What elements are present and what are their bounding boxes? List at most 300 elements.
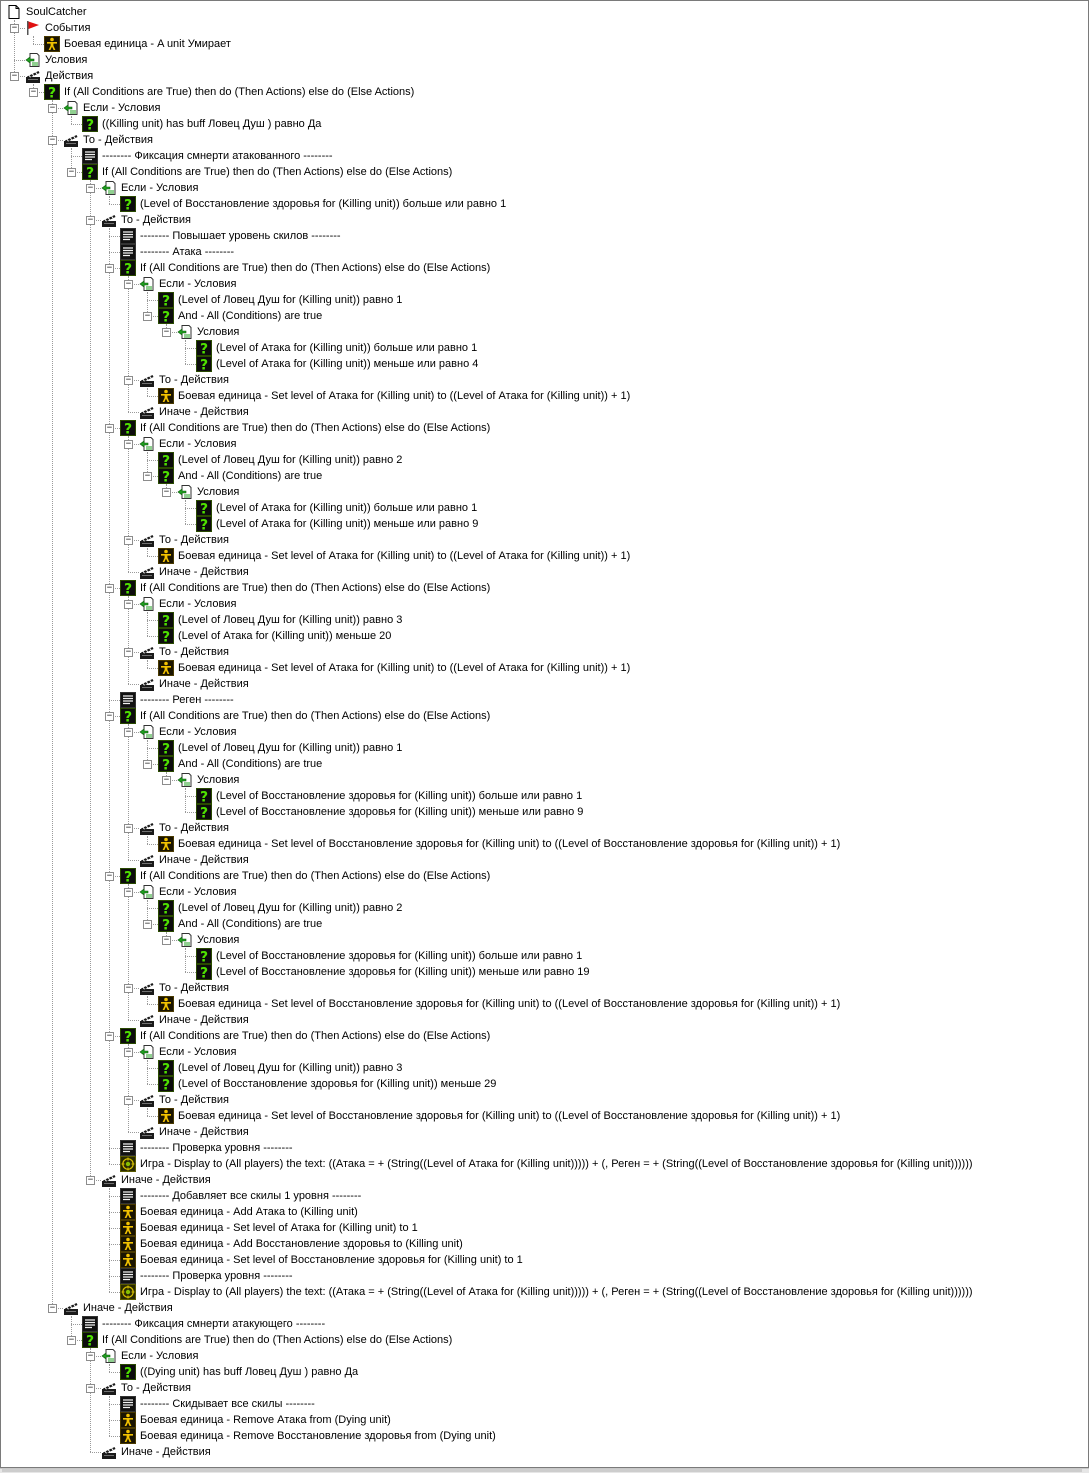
tree-node[interactable] bbox=[1, 1044, 1086, 1060]
tree-node[interactable] bbox=[1, 964, 1086, 980]
question-icon bbox=[158, 308, 174, 324]
tree-node[interactable] bbox=[1, 676, 1086, 692]
tree-node[interactable] bbox=[1, 884, 1086, 900]
collapse-toggle[interactable]: − bbox=[11, 23, 18, 33]
tree-node-label[interactable]: And - All (Conditions) are true bbox=[178, 310, 323, 322]
tree-node[interactable] bbox=[1, 932, 1086, 948]
tree-node[interactable] bbox=[1, 516, 1086, 532]
tree-node-label[interactable]: -------- Проверка уровня -------- bbox=[140, 1270, 293, 1282]
tree-node[interactable] bbox=[1, 580, 1086, 596]
unit-icon bbox=[158, 548, 174, 564]
unit-icon bbox=[158, 388, 174, 404]
collapse-toggle[interactable]: − bbox=[125, 439, 132, 449]
tree-node[interactable] bbox=[1, 180, 1086, 196]
tree-node-label[interactable]: And - All (Conditions) are true bbox=[178, 758, 323, 770]
tree-node-label[interactable]: (Level of Восстановление здоровья for (Killing unit)) больше или равно 1 bbox=[216, 950, 583, 962]
tree-node-label[interactable]: (Level of Ловец Душ for (Killing unit)) равно 3 bbox=[178, 614, 403, 626]
question-icon bbox=[120, 1028, 136, 1044]
tree-node[interactable] bbox=[1, 52, 1086, 68]
tree-node-label[interactable]: Если - Условия bbox=[159, 438, 237, 450]
comment-icon bbox=[120, 692, 136, 708]
collapse-toggle[interactable]: − bbox=[106, 1031, 113, 1041]
collapse-toggle[interactable]: − bbox=[125, 535, 132, 545]
tree-node[interactable] bbox=[1, 996, 1086, 1012]
tree-node[interactable] bbox=[1, 164, 1086, 180]
collapse-toggle[interactable]: − bbox=[163, 935, 170, 945]
tree-node[interactable] bbox=[1, 692, 1086, 708]
tree-node-label[interactable]: SoulCatcher bbox=[26, 6, 87, 18]
tree-node-label[interactable]: Если - Условия bbox=[121, 1350, 199, 1362]
collapse-toggle[interactable]: − bbox=[49, 135, 56, 145]
tree-node-label[interactable]: То - Действия bbox=[159, 1094, 229, 1106]
tree-node-label[interactable]: Боевая единица - Set level of Восстановление здоровья for (Killing unit) to ((Level of Восстановление здоровья for (Killing unit)) + 1) bbox=[178, 1110, 841, 1122]
tree-node[interactable] bbox=[1, 500, 1086, 516]
question-icon bbox=[196, 948, 212, 964]
tree-node[interactable] bbox=[1, 420, 1086, 436]
collapse-toggle[interactable]: − bbox=[106, 583, 113, 593]
tree-node-label[interactable]: То - Действия bbox=[159, 982, 229, 994]
collapse-toggle[interactable]: − bbox=[106, 871, 113, 881]
tree-node[interactable] bbox=[1, 356, 1086, 372]
action-icon bbox=[139, 1092, 155, 1108]
tree-node[interactable] bbox=[1, 212, 1086, 228]
question-icon bbox=[158, 1076, 174, 1092]
collapse-toggle[interactable]: − bbox=[106, 711, 113, 721]
tree-node-label[interactable]: Иначе - Действия bbox=[159, 1014, 249, 1026]
tree-node[interactable] bbox=[1, 84, 1086, 100]
tree-node[interactable] bbox=[1, 1188, 1086, 1204]
tree-node-label[interactable]: Иначе - Действия bbox=[159, 406, 249, 418]
collapse-toggle[interactable]: − bbox=[163, 327, 170, 337]
unit-icon bbox=[158, 660, 174, 676]
tree-node[interactable] bbox=[1, 36, 1086, 52]
tree-node-label[interactable]: Иначе - Действия bbox=[121, 1446, 211, 1458]
tree-node-label[interactable]: Боевая единица - Set level of Восстановление здоровья for (Killing unit) to 1 bbox=[140, 1254, 523, 1266]
tree-node[interactable] bbox=[1, 1220, 1086, 1236]
action-icon bbox=[63, 1300, 79, 1316]
collapse-toggle[interactable]: − bbox=[125, 279, 132, 289]
tree-node[interactable] bbox=[1, 548, 1086, 564]
tree-node[interactable] bbox=[1, 708, 1086, 724]
collapse-toggle[interactable]: − bbox=[106, 423, 113, 433]
collapse-toggle[interactable]: − bbox=[144, 759, 151, 769]
tree-node-label[interactable]: Если - Условия bbox=[121, 182, 199, 194]
action-icon bbox=[139, 532, 155, 548]
tree-node-label[interactable]: -------- Фиксация смнерти атакующего -------- bbox=[102, 1318, 326, 1330]
unit-icon bbox=[44, 36, 60, 52]
tree-node-label[interactable]: Боевая единица - A unit Умирает bbox=[64, 38, 231, 50]
tree-node[interactable] bbox=[1, 868, 1086, 884]
tree-node[interactable] bbox=[1, 852, 1086, 868]
collapse-toggle[interactable]: − bbox=[125, 727, 132, 737]
tree-node-label[interactable]: Если - Условия bbox=[159, 1046, 237, 1058]
question-icon bbox=[82, 116, 98, 132]
action-icon bbox=[101, 1380, 117, 1396]
question-icon bbox=[82, 164, 98, 180]
tree-node-label[interactable]: (Level of Атака for (Killing unit)) больше или равно 1 bbox=[216, 342, 478, 354]
collapse-toggle[interactable]: − bbox=[144, 311, 151, 321]
tree-node[interactable] bbox=[1, 1412, 1086, 1428]
condition-icon bbox=[139, 884, 155, 900]
tree-node[interactable] bbox=[1, 436, 1086, 452]
collapse-toggle[interactable]: − bbox=[125, 887, 132, 897]
tree-node[interactable] bbox=[1, 740, 1086, 756]
tree-node-label[interactable]: Боевая единица - Add Атака to (Killing unit) bbox=[140, 1206, 358, 1218]
tree-node-label[interactable]: (Level of Атака for (Killing unit)) меньше 20 bbox=[178, 630, 392, 642]
tree-node-label[interactable]: Условия bbox=[197, 934, 240, 946]
tree-node[interactable] bbox=[1, 404, 1086, 420]
condition-icon bbox=[101, 1348, 117, 1364]
question-icon bbox=[158, 756, 174, 772]
tree-node[interactable] bbox=[1, 804, 1086, 820]
tree-node-label[interactable]: Иначе - Действия bbox=[121, 1174, 211, 1186]
question-icon bbox=[120, 708, 136, 724]
action-icon bbox=[139, 1124, 155, 1140]
collapse-toggle[interactable]: − bbox=[163, 487, 170, 497]
question-icon bbox=[196, 804, 212, 820]
tree-node[interactable] bbox=[1, 980, 1086, 996]
tree-node-label[interactable]: То - Действия bbox=[159, 646, 229, 658]
unit-icon bbox=[158, 836, 174, 852]
tree-node[interactable] bbox=[1, 1444, 1086, 1460]
condition-icon bbox=[63, 100, 79, 116]
tree-node-label[interactable]: (Level of Восстановление здоровья for (Killing unit)) меньше или равно 19 bbox=[216, 966, 590, 978]
collapse-toggle[interactable]: − bbox=[11, 71, 18, 81]
tree-node[interactable] bbox=[1, 228, 1086, 244]
collapse-toggle[interactable]: − bbox=[87, 1383, 94, 1393]
tree-node-label[interactable]: Условия bbox=[197, 486, 240, 498]
tree-node[interactable] bbox=[1, 628, 1086, 644]
question-icon bbox=[158, 628, 174, 644]
tree-node[interactable] bbox=[1, 948, 1086, 964]
tree-node-label[interactable]: События bbox=[45, 22, 91, 34]
tree-node[interactable] bbox=[1, 1060, 1086, 1076]
condition-icon bbox=[139, 596, 155, 612]
action-icon bbox=[139, 404, 155, 420]
tree-node[interactable] bbox=[1, 1396, 1086, 1412]
tree-node[interactable] bbox=[1, 644, 1086, 660]
tree-node-label[interactable]: Боевая единица - Add Восстановление здоровья to (Killing unit) bbox=[140, 1238, 463, 1250]
action-icon bbox=[139, 1012, 155, 1028]
comment-icon bbox=[120, 1396, 136, 1412]
unit-icon bbox=[120, 1412, 136, 1428]
tree-node-label[interactable]: If (All Conditions are True) then do (Then Actions) else do (Else Actions) bbox=[102, 166, 453, 178]
tree-node[interactable] bbox=[1, 68, 1086, 84]
tree-node[interactable] bbox=[1, 116, 1086, 132]
collapse-toggle[interactable]: − bbox=[87, 1351, 94, 1361]
tree-node-label[interactable]: То - Действия bbox=[159, 374, 229, 386]
tree-node-label[interactable]: Боевая единица - Set level of Атака for (Killing unit) to ((Level of Атака for (Killing unit)) + 1) bbox=[178, 390, 631, 402]
collapse-toggle[interactable]: − bbox=[125, 983, 132, 993]
tree-node[interactable] bbox=[1, 484, 1086, 500]
collapse-toggle[interactable]: − bbox=[125, 823, 132, 833]
tree-node-label[interactable]: -------- Атака -------- bbox=[140, 246, 235, 258]
tree-node-label[interactable]: If (All Conditions are True) then do (Then Actions) else do (Else Actions) bbox=[140, 582, 491, 594]
tree-node[interactable] bbox=[1, 1108, 1086, 1124]
unit-icon bbox=[120, 1204, 136, 1220]
tree-node[interactable] bbox=[1, 788, 1086, 804]
tree-node[interactable] bbox=[1, 1252, 1086, 1268]
tree-node-label[interactable]: Если - Условия bbox=[159, 598, 237, 610]
unit-icon bbox=[120, 1236, 136, 1252]
comment-icon bbox=[82, 148, 98, 164]
question-icon bbox=[158, 468, 174, 484]
tree-node[interactable] bbox=[1, 1092, 1086, 1108]
tree-node-label[interactable]: (Level of Восстановление здоровья for (Killing unit)) меньше 29 bbox=[178, 1078, 497, 1090]
collapse-toggle[interactable]: − bbox=[163, 775, 170, 785]
tree-node-label[interactable]: Боевая единица - Set level of Атака for (Killing unit) to ((Level of Атака for (Killing unit)) + 1) bbox=[178, 662, 631, 674]
question-icon bbox=[120, 196, 136, 212]
tree-node[interactable] bbox=[1, 756, 1086, 772]
action-icon bbox=[139, 676, 155, 692]
tree-node-label[interactable]: (Level of Ловец Душ for (Killing unit)) равно 2 bbox=[178, 902, 403, 914]
question-icon bbox=[44, 84, 60, 100]
tree-node-label[interactable]: То - Действия bbox=[83, 134, 153, 146]
tree-node-label[interactable]: То - Действия bbox=[159, 534, 229, 546]
tree-node[interactable] bbox=[1, 1140, 1086, 1156]
tree-node-label[interactable]: If (All Conditions are True) then do (Then Actions) else do (Else Actions) bbox=[140, 870, 491, 882]
tree-node[interactable] bbox=[1, 372, 1086, 388]
tree-node[interactable] bbox=[1, 1236, 1086, 1252]
tree-node-label[interactable]: Боевая единица - Remove Атака from (Dying unit) bbox=[140, 1414, 391, 1426]
tree-node-label[interactable]: Если - Условия bbox=[159, 886, 237, 898]
tree-node-label[interactable]: Боевая единица - Set level of Восстановление здоровья for (Killing unit) to ((Level of Восстановление здоровья for (Killing unit)) + 1) bbox=[178, 998, 841, 1010]
tree-node[interactable] bbox=[1, 900, 1086, 916]
collapse-toggle[interactable]: − bbox=[125, 647, 132, 657]
tree-node[interactable] bbox=[1, 244, 1086, 260]
tree-node-label[interactable]: -------- Фиксация смнерти атакованного -------- bbox=[102, 150, 333, 162]
tree-node-label[interactable]: Боевая единица - Set level of Атака for (Killing unit) to 1 bbox=[140, 1222, 418, 1234]
tree-node-label[interactable]: If (All Conditions are True) then do (Then Actions) else do (Else Actions) bbox=[140, 1030, 491, 1042]
tree-node-label[interactable]: If (All Conditions are True) then do (Then Actions) else do (Else Actions) bbox=[140, 710, 491, 722]
collapse-toggle[interactable]: − bbox=[68, 1335, 75, 1345]
comment-icon bbox=[82, 1316, 98, 1332]
action-icon bbox=[139, 980, 155, 996]
comment-icon bbox=[120, 244, 136, 260]
tree-node-label[interactable]: Иначе - Действия bbox=[83, 1302, 173, 1314]
tree-node[interactable] bbox=[1, 596, 1086, 612]
condition-icon bbox=[177, 772, 193, 788]
tree-node[interactable] bbox=[1, 148, 1086, 164]
tree-node[interactable] bbox=[1, 292, 1086, 308]
tree-node-label[interactable]: ((Dying unit) has buff Ловец Душ ) равно Да bbox=[140, 1366, 359, 1378]
tree-node[interactable] bbox=[1, 660, 1086, 676]
collapse-toggle[interactable]: − bbox=[49, 1303, 56, 1313]
tree-node[interactable] bbox=[1, 132, 1086, 148]
unit-icon bbox=[158, 996, 174, 1012]
comment-icon bbox=[120, 1188, 136, 1204]
question-icon bbox=[196, 788, 212, 804]
tree-node[interactable] bbox=[1, 100, 1086, 116]
condition-icon bbox=[177, 484, 193, 500]
tree-node-label[interactable]: -------- Добавляет все скилы 1 уровня -------- bbox=[140, 1190, 362, 1202]
condition-icon bbox=[101, 180, 117, 196]
tree-node[interactable] bbox=[1, 1428, 1086, 1444]
tree-node-label[interactable]: And - All (Conditions) are true bbox=[178, 918, 323, 930]
tree-node[interactable] bbox=[1, 1124, 1086, 1140]
tree-node[interactable] bbox=[1, 532, 1086, 548]
action-icon bbox=[63, 132, 79, 148]
tree-node-label[interactable]: Действия bbox=[45, 70, 94, 82]
tree-node-label[interactable]: Условия bbox=[197, 326, 240, 338]
tree-node[interactable] bbox=[1, 916, 1086, 932]
tree-node-label[interactable]: То - Действия bbox=[121, 214, 191, 226]
tree-node[interactable] bbox=[1, 308, 1086, 324]
collapse-toggle[interactable]: − bbox=[144, 471, 151, 481]
tree-node-label[interactable]: If (All Conditions are True) then do (Then Actions) else do (Else Actions) bbox=[64, 86, 415, 98]
tree-node-label[interactable]: Если - Условия bbox=[83, 102, 161, 114]
tree-node-label[interactable]: Иначе - Действия bbox=[159, 678, 249, 690]
tree-node-label[interactable]: -------- Повышает уровень скилов -------- bbox=[140, 230, 341, 242]
tree-node[interactable] bbox=[1, 468, 1086, 484]
tree-node[interactable] bbox=[1, 612, 1086, 628]
collapse-toggle[interactable]: − bbox=[125, 375, 132, 385]
unit-icon bbox=[120, 1252, 136, 1268]
tree-node-label[interactable]: And - All (Conditions) are true bbox=[178, 470, 323, 482]
condition-icon bbox=[177, 324, 193, 340]
tree-node[interactable] bbox=[1, 276, 1086, 292]
tree-node[interactable] bbox=[1, 340, 1086, 356]
tree-node[interactable] bbox=[1, 4, 1086, 20]
tree-node[interactable] bbox=[1, 388, 1086, 404]
tree-node-label[interactable]: If (All Conditions are True) then do (Then Actions) else do (Else Actions) bbox=[102, 1334, 453, 1346]
tree-node-label[interactable]: Игра - Display to (All players) the text: ((Атака = + (String((Level of Атака for (Killing unit))))) + (, Реген = + (String((Level of Восстановление здоровья for (Killing unit)))))) bbox=[140, 1286, 973, 1298]
tree-node-label[interactable]: То - Действия bbox=[121, 1382, 191, 1394]
tree-node[interactable] bbox=[1, 1268, 1086, 1284]
tree-node[interactable] bbox=[1, 1316, 1086, 1332]
question-icon bbox=[158, 900, 174, 916]
action-icon bbox=[101, 212, 117, 228]
collapse-toggle[interactable]: − bbox=[68, 167, 75, 177]
tree-node-label[interactable]: (Level of Восстановление здоровья for (Killing unit)) больше или равно 1 bbox=[216, 790, 583, 802]
tree-node[interactable] bbox=[1, 1284, 1086, 1300]
question-icon bbox=[196, 964, 212, 980]
condition-icon bbox=[139, 436, 155, 452]
question-icon bbox=[158, 452, 174, 468]
tree-node-label[interactable]: (Level of Восстановление здоровья for (Killing unit)) меньше или равно 9 bbox=[216, 806, 584, 818]
tree-node[interactable] bbox=[1, 1348, 1086, 1364]
game-icon bbox=[120, 1156, 136, 1172]
tree-node[interactable] bbox=[1, 836, 1086, 852]
tree-node-label[interactable]: Иначе - Действия bbox=[159, 1126, 249, 1138]
condition-icon bbox=[139, 1044, 155, 1060]
collapse-toggle[interactable]: − bbox=[49, 103, 56, 113]
tree-node[interactable] bbox=[1, 452, 1086, 468]
tree-node-label[interactable]: Боевая единица - Remove Восстановление здоровья from (Dying unit) bbox=[140, 1430, 496, 1442]
condition-icon bbox=[139, 276, 155, 292]
collapse-toggle[interactable]: − bbox=[87, 215, 94, 225]
question-icon bbox=[120, 580, 136, 596]
collapse-toggle[interactable]: − bbox=[125, 599, 132, 609]
tree-node-label[interactable]: (Level of Восстановление здоровья for (Killing unit)) больше или равно 1 bbox=[140, 198, 507, 210]
tree-node[interactable] bbox=[1, 196, 1086, 212]
action-icon bbox=[139, 852, 155, 868]
tree-node[interactable] bbox=[1, 1076, 1086, 1092]
tree-node-label[interactable]: (Level of Атака for (Killing unit)) меньше или равно 4 bbox=[216, 358, 479, 370]
tree-node-label[interactable]: Если - Условия bbox=[159, 278, 237, 290]
question-icon bbox=[158, 292, 174, 308]
collapse-toggle[interactable]: − bbox=[144, 919, 151, 929]
question-icon bbox=[196, 516, 212, 532]
tree-node-label[interactable]: Боевая единица - Set level of Восстановление здоровья for (Killing unit) to ((Level of Восстановление здоровья for (Killing unit)) + 1) bbox=[178, 838, 841, 850]
tree-node-label[interactable]: Условия bbox=[45, 54, 88, 66]
unit-icon bbox=[158, 1108, 174, 1124]
horizontal-scrollbar[interactable] bbox=[0, 1468, 1089, 1473]
tree-node[interactable] bbox=[1, 1204, 1086, 1220]
tree-node-label[interactable]: Иначе - Действия bbox=[159, 566, 249, 578]
tree-node[interactable] bbox=[1, 564, 1086, 580]
unit-icon bbox=[120, 1220, 136, 1236]
question-icon bbox=[120, 420, 136, 436]
tree-node-label[interactable]: Условия bbox=[197, 774, 240, 786]
collapse-toggle[interactable]: − bbox=[87, 1175, 94, 1185]
collapse-toggle[interactable]: − bbox=[30, 87, 37, 97]
condition-icon bbox=[139, 724, 155, 740]
tree-node[interactable] bbox=[1, 1156, 1086, 1172]
tree-node-label[interactable]: (Level of Ловец Душ for (Killing unit)) равно 1 bbox=[178, 742, 403, 754]
question-icon bbox=[120, 260, 136, 276]
file-icon bbox=[6, 4, 22, 20]
collapse-toggle[interactable]: − bbox=[87, 183, 94, 193]
tree-node-label[interactable]: -------- Проверка уровня -------- bbox=[140, 1142, 293, 1154]
tree-node[interactable] bbox=[1, 260, 1086, 276]
tree-node[interactable] bbox=[1, 1380, 1086, 1396]
tree-node-label[interactable]: Если - Условия bbox=[159, 726, 237, 738]
action-icon bbox=[139, 372, 155, 388]
tree-node-label[interactable]: ((Killing unit) has buff Ловец Душ ) равно Да bbox=[102, 118, 322, 130]
tree-node[interactable] bbox=[1, 820, 1086, 836]
question-icon bbox=[82, 1332, 98, 1348]
action-icon bbox=[139, 644, 155, 660]
tree-node-label[interactable]: (Level of Ловец Душ for (Killing unit)) равно 2 bbox=[178, 454, 403, 466]
tree-node-label[interactable]: -------- Скидывает все скилы -------- bbox=[140, 1398, 315, 1410]
tree-node[interactable] bbox=[1, 1364, 1086, 1380]
question-icon bbox=[120, 868, 136, 884]
tree-node-label[interactable]: Игра - Display to (All players) the text: ((Атака = + (String((Level of Атака for (Killing unit))))) + (, Реген = + (String((Level of Восстановление здоровья for (Killing unit)))))) bbox=[140, 1158, 973, 1170]
tree-node-label[interactable]: If (All Conditions are True) then do (Then Actions) else do (Else Actions) bbox=[140, 262, 491, 274]
action-icon bbox=[139, 564, 155, 580]
comment-icon bbox=[120, 228, 136, 244]
tree-node[interactable] bbox=[1, 772, 1086, 788]
condition-icon bbox=[177, 932, 193, 948]
tree-node[interactable] bbox=[1, 1028, 1086, 1044]
tree-node[interactable] bbox=[1, 1012, 1086, 1028]
tree-node[interactable] bbox=[1, 324, 1086, 340]
collapse-toggle[interactable]: − bbox=[125, 1047, 132, 1057]
tree-node-label[interactable]: (Level of Атака for (Killing unit)) меньше или равно 9 bbox=[216, 518, 479, 530]
tree-node[interactable] bbox=[1, 1332, 1086, 1348]
tree-node-label[interactable]: If (All Conditions are True) then do (Then Actions) else do (Else Actions) bbox=[140, 422, 491, 434]
tree-node[interactable] bbox=[1, 20, 1086, 36]
tree-node[interactable] bbox=[1, 1300, 1086, 1316]
question-icon bbox=[120, 1364, 136, 1380]
tree-node-label[interactable]: То - Действия bbox=[159, 822, 229, 834]
tree-node-label[interactable]: (Level of Ловец Душ for (Killing unit)) равно 1 bbox=[178, 294, 403, 306]
tree-node[interactable] bbox=[1, 724, 1086, 740]
tree-node-label[interactable]: (Level of Атака for (Killing unit)) больше или равно 1 bbox=[216, 502, 478, 514]
tree-node-label[interactable]: Иначе - Действия bbox=[159, 854, 249, 866]
collapse-toggle[interactable]: − bbox=[125, 1095, 132, 1105]
action-icon bbox=[101, 1172, 117, 1188]
tree-node-label[interactable]: (Level of Ловец Душ for (Killing unit)) равно 3 bbox=[178, 1062, 403, 1074]
tree-node-label[interactable]: -------- Реген -------- bbox=[140, 694, 234, 706]
collapse-toggle[interactable]: − bbox=[106, 263, 113, 273]
tree-node[interactable] bbox=[1, 1172, 1086, 1188]
flag-icon bbox=[25, 20, 41, 36]
question-icon bbox=[196, 340, 212, 356]
action-icon bbox=[101, 1444, 117, 1460]
tree-node-label[interactable]: Боевая единица - Set level of Атака for (Killing unit) to ((Level of Атака for (Killing unit)) + 1) bbox=[178, 550, 631, 562]
